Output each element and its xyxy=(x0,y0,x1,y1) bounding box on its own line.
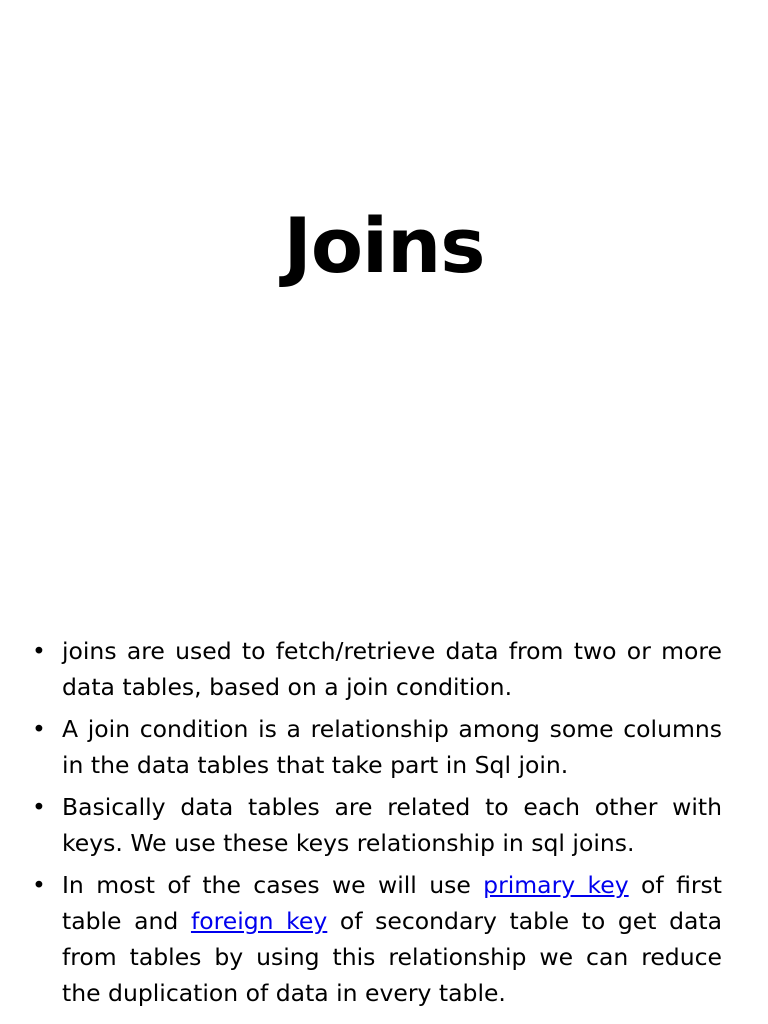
foreign-key-link[interactable]: foreign key xyxy=(190,907,328,935)
slide-title: Joins xyxy=(283,201,485,290)
bullet-text-part-3: of secondary table to get data from tables by using this relationship we can reduce the duplication of data in every table. xyxy=(62,907,723,1007)
bullet-item-1 xyxy=(32,633,722,705)
bullet-text-part-1: In most of the cases we will use xyxy=(62,871,484,899)
primary-key-link[interactable]: primary key xyxy=(483,871,629,899)
bullet-icon: • xyxy=(32,637,46,665)
bullet-text: joins are used to fetch/retrieve data from two or more data tables, based on a join condition. xyxy=(62,637,722,701)
bullet-icon: • xyxy=(32,793,46,821)
bullet-text: A join condition is a relationship among some columns in the data tables that take part in Sql join. xyxy=(62,715,722,779)
bullet-item-4 xyxy=(32,867,722,1011)
bullet-icon: • xyxy=(32,715,46,743)
bullet-list xyxy=(32,633,722,1017)
bullet-icon: • xyxy=(32,871,46,899)
bullet-text-part-2: of first table and xyxy=(62,871,723,935)
bullet-text: Basically data tables are related to each other with keys. We use these keys relationship in sql joins. xyxy=(62,793,722,857)
bullet-item-2 xyxy=(32,711,722,783)
bullet-item-3 xyxy=(32,789,722,861)
